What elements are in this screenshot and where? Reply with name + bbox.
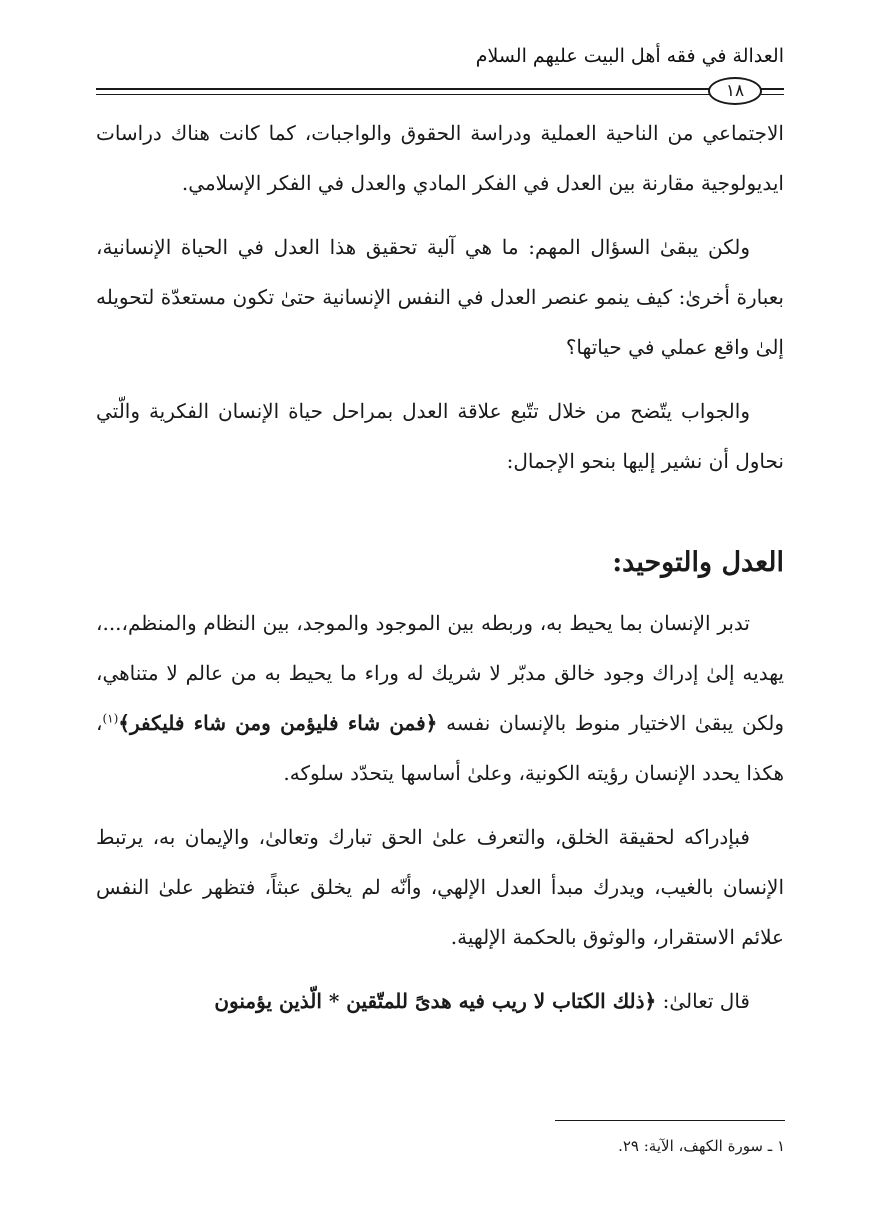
header-rule-thick bbox=[96, 88, 784, 90]
page-body bbox=[96, 108, 784, 1040]
quran-quote-2: ﴿ذلك الكتاب لا ريب فيه هدىً للمتّقين * الّذين يؤمنون bbox=[214, 989, 657, 1013]
running-title: العدالة في فقه أهل البيت عليهم السلام bbox=[475, 45, 784, 67]
paragraph-4-text: تدبر الإنسان بما يحيط به، وربطه بين الموجود والموجد، بين النظام والمنظم،...، يهديه إلىٰ إدراك وجود خالق مدبّر لا شريك له وراء ما يحيط به من عالم لا متناهي، ولكن يبقىٰ الاختيار منوط بالإنسان نفسه bbox=[96, 611, 784, 735]
paragraph-5: فبإدراكه لحقيقة الخلق، والتعرف علىٰ الحق تبارك وتعالىٰ، والإيمان به، يرتبط الإنسان بالغيب، ويدرك مبدأ العدل الإلهي، وأنّه لم يخلق عبثاً، فتظهر علىٰ النفس علائم الاستقرار، والوثوق بالحكمة الإلهية. bbox=[96, 825, 784, 949]
paragraph-6-text: قال تعالىٰ: bbox=[656, 989, 750, 1013]
footnote-marker: (١) bbox=[102, 711, 119, 726]
header-rule-thin bbox=[96, 94, 784, 95]
footnote-separator bbox=[555, 1120, 785, 1121]
paragraph-1: الاجتماعي من الناحية العملية ودراسة الحقوق والواجبات، كما كانت هناك دراسات ايديولوجية مقارنة بين العدل في الفكر المادي والعدل في الفكر الإسلامي. bbox=[96, 121, 784, 195]
section-heading: العدل والتوحيد: bbox=[612, 547, 784, 578]
page-number: ١٨ bbox=[708, 77, 762, 105]
paragraph-3: والجواب يتّضح من خلال تتّبع علاقة العدل بمراحل حياة الإنسان الفكرية والّتي نحاول أن نشير إليها بنحو الإجمال: bbox=[96, 399, 784, 473]
paragraph-2: ولكن يبقىٰ السؤال المهم: ما هي آلية تحقيق هذا العدل في الحياة الإنسانية، بعبارة أخرىٰ: كيف ينمو عنصر العدل في النفس الإنسانية حتىٰ تكون مستعدّة لتحويله إلىٰ واقع عملي في حياتها؟ bbox=[96, 235, 784, 359]
paragraph-4-text-end: ، هكذا يحدد الإنسان رؤيته الكونية، وعلىٰ أساسها يتحدّد سلوكه. bbox=[96, 711, 784, 785]
paragraph-4 bbox=[96, 598, 784, 798]
paragraph-6 bbox=[96, 976, 784, 1026]
footnote: ١ ـ سورة الكهف، الآية: ٢٩. bbox=[618, 1137, 785, 1155]
quran-quote: ﴿فمن شاء فليؤمن ومن شاء فليكفر﴾ bbox=[118, 711, 438, 735]
page-header bbox=[96, 36, 784, 101]
